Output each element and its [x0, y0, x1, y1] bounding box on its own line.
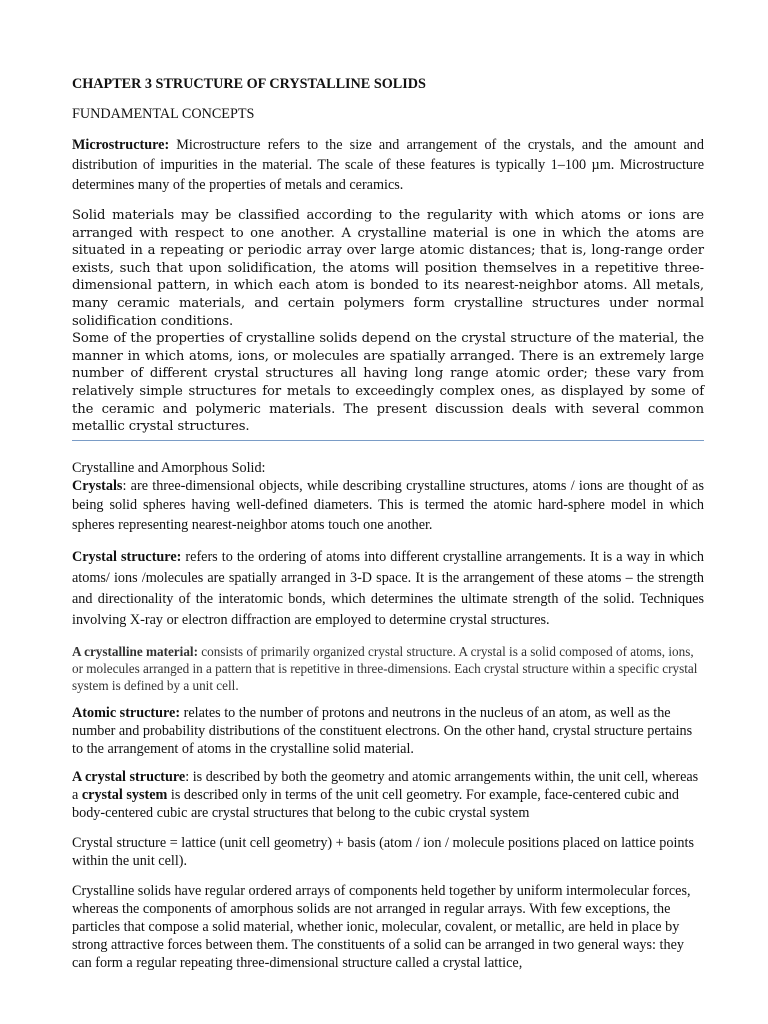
section-title: FUNDAMENTAL CONCEPTS — [72, 106, 255, 122]
crystal-structure-text: refers to the ordering of atoms into different crystalline arrangements. It is a way in which atoms/ ions /molecules are spatially arranged in 3-D space. It is the arrangement of these atoms – the strength and directionality of the interatomic bonds, which determines the ultimate strength of the solid. Techniques involving X-ray or electron diffraction are employed to determine crystal structures. — [72, 549, 704, 629]
crystalline-material-term: A crystalline material: — [72, 644, 198, 660]
crystal-structure-system-text-2: is described only in terms of the unit cell geometry. For example, face-centered cubic and body-centered cubic are crystal structures that belong to the cubic crystal system — [72, 787, 679, 822]
crystalline-material-text: consists of primarily organized crystal structure. A crystal is a solid composed of atoms, ions, or molecules arranged in a pattern that is repetitive in three-dimensions. Each crystal structure within a specific crystal system is defined by a unit cell. — [72, 644, 698, 694]
crystal-structure-paragraph — [72, 547, 704, 631]
crystal-structure-equation: Crystal structure = lattice (unit cell geometry) + basis (atom / ion / molecule positions placed on lattice points within the unit cell). — [72, 835, 694, 870]
microstructure-term: Microstructure: — [72, 137, 170, 153]
crystalline-amorphous-heading: Crystalline and Amorphous Solid: — [72, 459, 266, 476]
solid-materials-paragraph-1: Solid materials may be classified according to the regularity with which atoms or ions are arranged with respect to one another. A crystalline material is one in which the atoms are situated in a repeating or periodic array over large atomic distances; that is, long-range order exists, such that upon solidification, the atoms will position themselves in a repetitive three-dimensional pattern, in which each atom is bonded to its nearest-neighbor atoms. All metals, many ceramic materials, and certain polymers form crystalline structures under normal solidification conditions. — [72, 208, 704, 329]
document-page — [72, 75, 704, 972]
crystals-term: Crystals — [72, 477, 123, 494]
crystal-system-paragraph — [72, 768, 704, 822]
atomic-structure-text: relates to the number of protons and neutrons in the nucleus of an atom, as well as the number and probability distributions of the constituent electrons. On the other hand, crystal structure pertains to the arrangement of atoms in the crystalline solid material. — [72, 705, 693, 758]
atomic-structure-term: Atomic structure: — [72, 705, 181, 722]
crystalline-solids-paragraph: Crystalline solids have regular ordered arrays of components held together by uniform intermolecular forces, whereas the components of amorphous solids are not arranged in regular arrays. With few exceptions, the particles that compose a solid material, whether ionic, molecular, covalent, or metallic, are held in place by strong attractive forces between them. The constituents of a solid can be arranged in two general ways: they can form a regular repeating three-dimensional structure called a crystal lattice, — [72, 883, 691, 972]
crystal-structure-term: Crystal structure: — [72, 549, 182, 566]
crystal-structure-term-2: A crystal structure — [72, 769, 186, 786]
crystal-structure-system-text-1: : is described by both the geometry and atomic arrangements within, the unit cell, whereas a — [72, 769, 699, 804]
solid-materials-paragraph-2: Some of the properties of crystalline solids depend on the crystal structure of the material, the manner in which atoms, ions, or molecules are spatially arranged. There is an extremely large number of different crystal structures all having long range atomic order; these vary from relatively simple structures for metals to exceedingly complex ones, as displayed by some of the ceramic and polymeric materials. The present discussion deals with several common metallic crystal structures. — [72, 331, 704, 435]
chapter-title: CHAPTER 3 STRUCTURE OF CRYSTALLINE SOLIDS — [72, 76, 426, 92]
crystals-text: : are three-dimensional objects, while describing crystalline structures, atoms / ions are thought of as being solid spheres having well-defined diameters. This is termed the atomic hard-sphere model in which spheres representing nearest-neighbor atoms touch one another. — [72, 477, 704, 533]
microstructure-text: Microstructure refers to the size and arrangement of the crystals, and the amount and distribution of impurities in the material. The scale of these features is typically 1–100 µm. Microstructure determines many of the properties of metals and ceramics. — [72, 137, 704, 193]
crystal-system-term: crystal system — [81, 787, 168, 804]
crystals-paragraph — [72, 477, 704, 536]
microstructure-paragraph — [72, 135, 704, 195]
crystalline-material-paragraph — [72, 643, 704, 694]
section-divider — [72, 440, 704, 441]
atomic-structure-paragraph — [72, 704, 704, 758]
